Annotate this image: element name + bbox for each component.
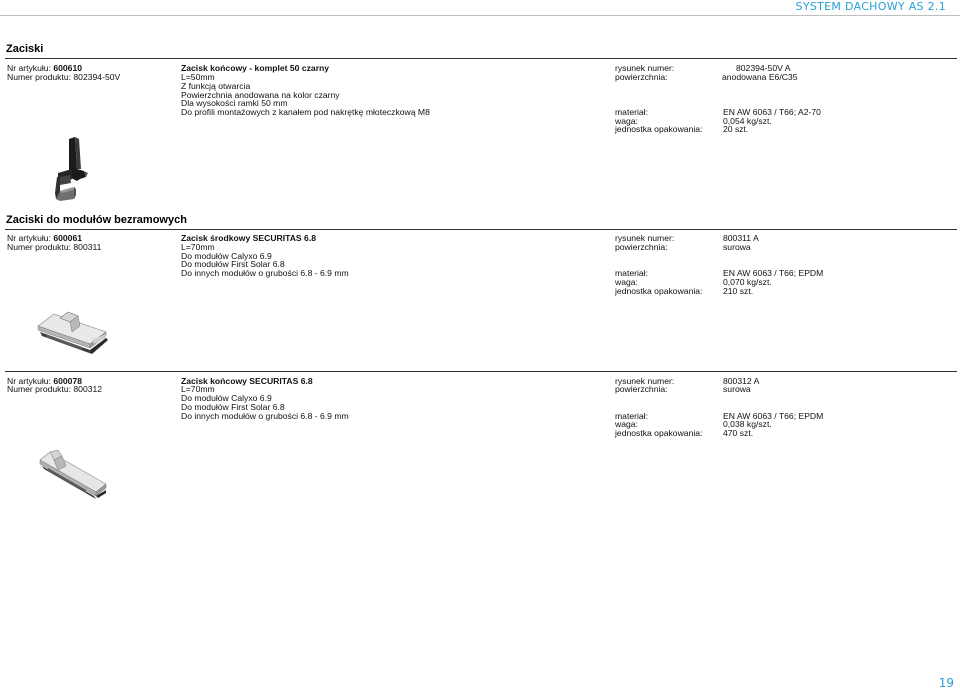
surface-value: surowa bbox=[723, 242, 751, 252]
product-value: 800311 bbox=[73, 242, 102, 252]
section-divider bbox=[5, 229, 957, 230]
material-value: EN AW 6063 / T66; EPDM bbox=[723, 411, 824, 421]
weight-label: waga: bbox=[615, 419, 638, 429]
product-divider bbox=[5, 371, 957, 372]
product-name: Zacisk środkowy SECURITAS 6.8 bbox=[181, 233, 316, 243]
drawing-label: rysunek numer: bbox=[615, 63, 675, 73]
product-desc-line: Powierzchnia anodowana na kolor czarny bbox=[181, 90, 340, 100]
section-title-frameless: Zaciski do modułów bezramowych bbox=[6, 214, 187, 226]
pack-value: 470 szt. bbox=[723, 428, 754, 438]
weight-label: waga: bbox=[615, 277, 638, 287]
page-number: 19 bbox=[938, 676, 954, 690]
pack-label: jednostka opakowania: bbox=[615, 428, 703, 438]
drawing-value: 800312 A bbox=[723, 376, 760, 386]
weight-value: 0,054 kg/szt. bbox=[723, 116, 772, 126]
product-number bbox=[7, 73, 120, 82]
article-label: Nr artykułu: bbox=[7, 63, 51, 73]
product-desc-line: Dla wysokości ramki 50 mm bbox=[181, 98, 288, 108]
product-desc-line: L=70mm bbox=[181, 384, 215, 394]
section-divider bbox=[5, 58, 957, 59]
product-value: 800312 bbox=[73, 384, 103, 394]
product-label: Numer produktu: bbox=[7, 384, 72, 394]
material-label: materiał: bbox=[615, 411, 648, 421]
drawing-value: 800311 A bbox=[723, 233, 759, 243]
material-value: EN AW 6063 / T66; A2-70 bbox=[723, 107, 821, 117]
pack-value: 210 szt. bbox=[723, 286, 754, 296]
weight-label: waga: bbox=[615, 116, 638, 126]
product-desc-line: Z funkcją otwarcia bbox=[181, 81, 251, 91]
product-name: Zacisk końcowy SECURITAS 6.8 bbox=[181, 376, 313, 386]
product-desc-line: Do modułów First Solar 6.8 bbox=[181, 259, 285, 269]
header-divider bbox=[0, 15, 960, 16]
section-title-zaciski: Zaciski bbox=[6, 43, 44, 55]
product-label: Numer produktu: bbox=[7, 242, 72, 252]
surface-value: anodowana E6/C35 bbox=[722, 72, 798, 82]
black-end-clamp-image bbox=[48, 133, 100, 205]
product-value: 802394-50V bbox=[73, 72, 121, 82]
product-desc-line: L=70mm bbox=[181, 242, 215, 252]
product-desc-line: Do modułów Calyxo 6.9 bbox=[181, 251, 272, 261]
article-value: 600061 bbox=[53, 233, 83, 243]
product-desc-line: Do innych modułów o grubości 6.8 - 6.9 mm bbox=[181, 411, 349, 421]
product-desc-line: Do innych modułów o grubości 6.8 - 6.9 mm bbox=[181, 268, 349, 278]
weight-value: 0,070 kg/szt. bbox=[723, 277, 772, 287]
product-number bbox=[7, 385, 102, 394]
article-value: 600078 bbox=[53, 376, 83, 386]
surface-value: surowa bbox=[723, 384, 751, 394]
weight-value: 0,038 kg/szt. bbox=[723, 419, 772, 429]
product-desc-line: L=50mm bbox=[181, 72, 215, 82]
product-label: Numer produktu: bbox=[7, 72, 72, 82]
product-desc-line: Do modułów Calyxo 6.9 bbox=[181, 393, 272, 403]
material-value: EN AW 6063 / T66; EPDM bbox=[723, 268, 824, 278]
article-value: 600610 bbox=[53, 63, 83, 73]
product-number bbox=[7, 243, 101, 252]
product-name: Zacisk końcowy - komplet 50 czarny bbox=[181, 63, 330, 73]
header-title: SYSTEM DACHOWY AS 2.1 bbox=[795, 0, 946, 13]
pack-label: jednostka opakowania: bbox=[615, 286, 703, 296]
surface-label: powierzchnia: bbox=[615, 72, 668, 82]
pack-value: 20 szt. bbox=[723, 124, 749, 134]
surface-label: powierzchnia: bbox=[615, 384, 668, 394]
product-desc-line: Do profili montażowych z kanałem pod nakrętkę młoteczkową M8 bbox=[181, 107, 430, 117]
middle-clamp-image bbox=[36, 310, 112, 356]
surface-label: powierzchnia: bbox=[615, 242, 668, 252]
material-label: materiał: bbox=[615, 268, 648, 278]
drawing-value: 802394-50V A bbox=[736, 63, 791, 73]
article-label: Nr artykułu: bbox=[7, 233, 51, 243]
article-label: Nr artykułu: bbox=[7, 376, 51, 386]
pack-label: jednostka opakowania: bbox=[615, 124, 703, 134]
product-desc-line: Do modułów First Solar 6.8 bbox=[181, 402, 285, 412]
drawing-label: rysunek numer: bbox=[615, 376, 675, 386]
end-clamp-securitas-image bbox=[36, 450, 110, 500]
drawing-label: rysunek numer: bbox=[615, 233, 675, 243]
material-label: materiał: bbox=[615, 107, 648, 117]
